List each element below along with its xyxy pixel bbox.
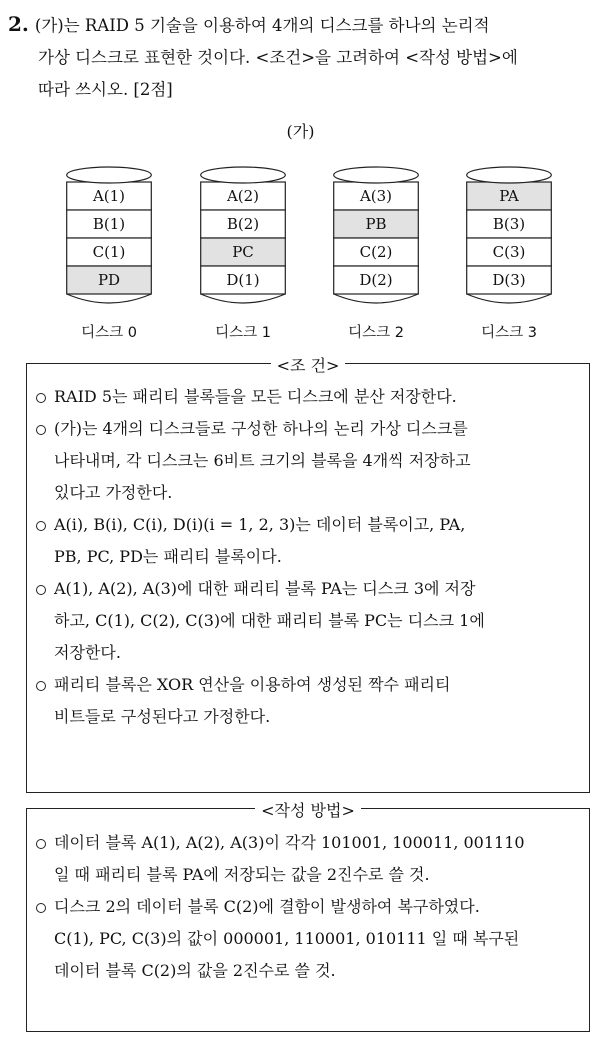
condition-item bbox=[35, 381, 579, 413]
condition-item-line: 저장한다. bbox=[54, 643, 121, 662]
method-item-line: 일 때 패리티 블록 PA에 저장되는 값을 2진수로 쓸 것. bbox=[54, 865, 430, 884]
question-stem bbox=[8, 8, 593, 106]
data-block: C(3) bbox=[492, 243, 526, 261]
parity-block: PD bbox=[97, 271, 121, 289]
question-text-line-2: 가상 디스크로 표현한 것이다. <조건>을 고려하여 <작성 방법>에 bbox=[38, 48, 518, 67]
question-text-line-3: 따라 쓰시오. [2점] bbox=[38, 80, 173, 99]
disk-3 bbox=[466, 165, 552, 322]
method-item-line: 디스크 2의 데이터 블록 C(2)에 결함이 발생하여 복구하였다. bbox=[54, 897, 480, 916]
conditions-title: <조 건> bbox=[271, 356, 346, 375]
question-number: 2. bbox=[8, 12, 29, 36]
data-block: D(2) bbox=[359, 271, 393, 289]
disk-label: 디스크 0 bbox=[81, 325, 137, 341]
method-list bbox=[27, 809, 589, 987]
data-block: A(2) bbox=[226, 187, 260, 205]
parity-block: PA bbox=[499, 187, 519, 205]
condition-item-line: RAID 5는 패리티 블록들을 모든 디스크에 분산 저장한다. bbox=[54, 387, 457, 406]
condition-item bbox=[35, 413, 579, 509]
method-item bbox=[35, 827, 579, 891]
method-item-line: 데이터 블록 A(1), A(2), A(3)이 각각 101001, 100011, 001110 bbox=[54, 833, 525, 852]
condition-item-line: (가)는 4개의 디스크들로 구성한 하나의 논리 가상 디스크를 bbox=[54, 419, 468, 438]
condition-item-line: 나타내며, 각 디스크는 6비트 크기의 블록을 4개씩 저장하고 bbox=[54, 451, 471, 470]
method-item-line: C(1), PC, C(3)의 값이 000001, 110001, 010111 일 때 복구된 bbox=[54, 929, 520, 948]
data-block: D(1) bbox=[226, 271, 260, 289]
data-block: D(3) bbox=[492, 271, 526, 289]
condition-item-line: A(i), B(i), C(i), D(i)(i = 1, 2, 3)는 데이터 블록이고, PA, bbox=[54, 515, 466, 534]
data-block: B(2) bbox=[226, 215, 260, 233]
condition-item-line: 있다고 가정한다. bbox=[54, 483, 173, 502]
condition-item-line: 패리티 블록은 XOR 연산을 이용하여 생성된 짝수 패리티 bbox=[54, 675, 451, 694]
method-item bbox=[35, 891, 579, 987]
data-block: A(3) bbox=[359, 187, 393, 205]
disk-1 bbox=[200, 165, 286, 322]
data-block: C(1) bbox=[92, 243, 126, 261]
parity-block: PC bbox=[232, 243, 254, 261]
method-item-line: 데이터 블록 C(2)의 값을 2진수로 쓸 것. bbox=[54, 961, 336, 980]
disk-label: 디스크 1 bbox=[215, 325, 271, 341]
data-block: B(3) bbox=[492, 215, 526, 233]
data-block: A(1) bbox=[92, 187, 126, 205]
method-box bbox=[26, 801, 590, 1032]
data-block: C(2) bbox=[359, 243, 393, 261]
condition-item-line: 비트들로 구성된다고 가정한다. bbox=[54, 707, 271, 726]
disk-label: 디스크 3 bbox=[481, 325, 537, 341]
conditions-box bbox=[26, 356, 590, 793]
condition-item bbox=[35, 509, 579, 573]
condition-item-line: PB, PC, PD는 패리티 블록이다. bbox=[54, 547, 282, 566]
data-block: B(1) bbox=[92, 215, 126, 233]
parity-block: PB bbox=[365, 215, 387, 233]
condition-item bbox=[35, 573, 579, 669]
conditions-list bbox=[27, 364, 589, 733]
figure-title: (가) bbox=[286, 122, 315, 141]
question-text-line-1: (가)는 RAID 5 기술을 이용하여 4개의 디스크를 하나의 논리적 bbox=[34, 16, 490, 35]
condition-item-line: 하고, C(1), C(2), C(3)에 대한 패리티 블록 PC는 디스크 1에 bbox=[54, 611, 485, 630]
condition-item-line: A(1), A(2), A(3)에 대한 패리티 블록 PA는 디스크 3에 저장 bbox=[54, 579, 476, 598]
condition-item bbox=[35, 669, 579, 733]
disk-label: 디스크 2 bbox=[348, 325, 404, 341]
disk-0 bbox=[66, 165, 152, 322]
method-title: <작성 방법> bbox=[255, 801, 361, 820]
disk-2 bbox=[333, 165, 419, 322]
